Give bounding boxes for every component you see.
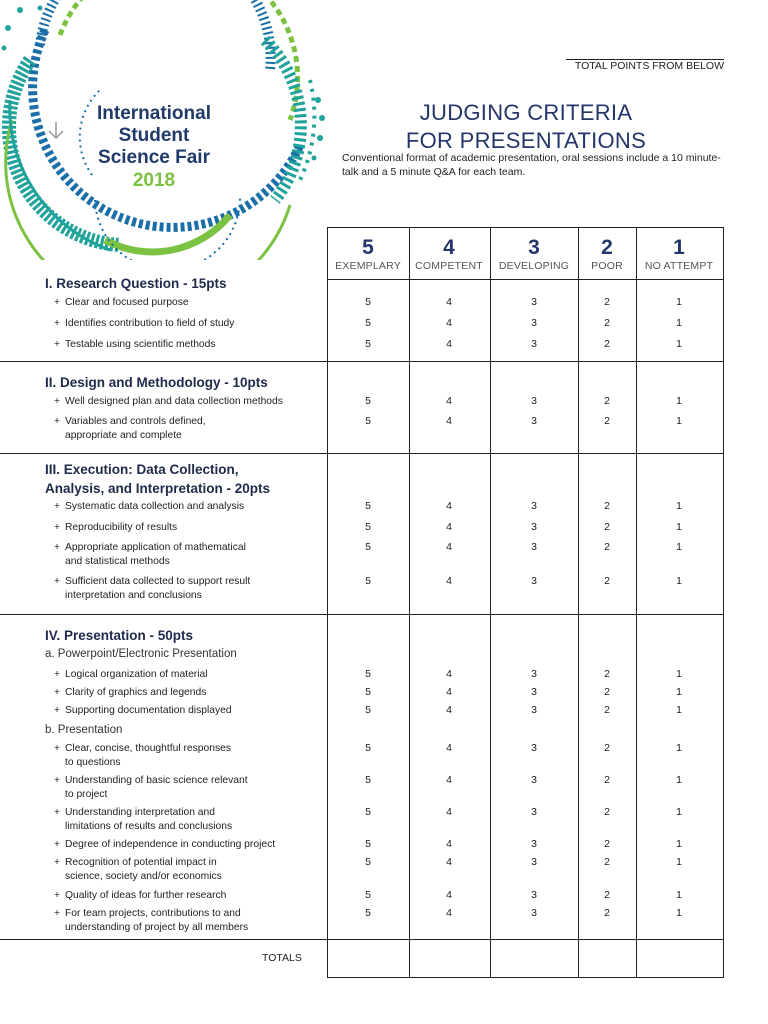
score-cell: 1 [676,889,682,901]
score-cell: 1 [676,296,682,308]
score-cell: 1 [676,317,682,329]
score-cell: 2 [604,338,610,350]
plus-icon: + [54,669,61,680]
criterion-item [54,742,324,770]
score-cell: 5 [365,500,371,512]
total-points-label: TOTAL POINTS FROM BELOW [574,60,724,72]
column-label-exemplary: EXEMPLARY [335,260,401,272]
criterion-item [54,541,324,569]
score-cell: 5 [365,774,371,786]
column-score-4: 4 [443,236,455,259]
score-cell: 5 [365,907,371,919]
score-cell: 2 [604,889,610,901]
score-cell: 3 [531,742,537,754]
criterion-item [54,521,324,535]
column-divider [409,227,410,978]
score-cell: 2 [604,500,610,512]
score-cell: 1 [676,521,682,533]
criterion-text: For team projects, contributions to and understanding of project by all members [65,908,249,933]
score-cell: 3 [531,704,537,716]
criterion-item [54,686,324,700]
plus-icon: + [54,522,61,533]
score-cell: 3 [531,907,537,919]
column-divider [636,227,637,978]
column-label-competent: COMPETENT [415,260,483,272]
score-cell: 3 [531,668,537,680]
logo-title-line3: Science Fair [98,147,210,168]
score-cell: 1 [676,856,682,868]
criterion-text: Appropriate application of mathematical and statistical methods [65,542,246,567]
score-cell: 4 [446,806,452,818]
score-cell: 1 [676,686,682,698]
criterion-text: Systematic data collection and analysis [65,501,245,512]
criterion-item [54,889,324,903]
score-cell: 4 [446,686,452,698]
section-title: III. Execution: Data Collection, Analysis, and Interpretation - 20pts [45,462,271,496]
criterion-text: Testable using scientific methods [65,339,216,350]
score-cell: 4 [446,317,452,329]
score-cell: 4 [446,668,452,680]
score-cell: 2 [604,856,610,868]
score-cell: 5 [365,541,371,553]
plus-icon: + [54,339,61,350]
criterion-item [54,806,324,834]
score-cell: 2 [604,742,610,754]
plus-icon: + [54,890,61,901]
score-cell: 5 [365,338,371,350]
criterion-text: Recognition of potential impact in science, society and/or economics [65,857,222,882]
criterion-text: Identifies contribution to field of study [65,318,235,329]
criterion-item [54,296,324,310]
plus-icon: + [54,839,61,850]
column-divider [490,227,491,978]
subsection-title: b. Presentation [45,724,123,736]
section-title: II. Design and Methodology - 10pts [45,375,268,390]
column-divider [578,227,579,978]
score-cell: 2 [604,704,610,716]
criterion-item [54,415,324,443]
plus-icon: + [54,857,61,868]
score-cell: 3 [531,338,537,350]
score-cell: 2 [604,395,610,407]
score-cell: 2 [604,541,610,553]
score-cell: 5 [365,838,371,850]
plus-icon: + [54,542,61,553]
score-cell: 5 [365,742,371,754]
score-cell: 3 [531,686,537,698]
score-cell: 5 [365,668,371,680]
score-cell: 3 [531,806,537,818]
score-cell: 2 [604,907,610,919]
score-cell: 1 [676,907,682,919]
criterion-item [54,575,324,603]
score-cell: 1 [676,838,682,850]
score-cell: 3 [531,889,537,901]
score-cell: 1 [676,338,682,350]
score-cell: 5 [365,686,371,698]
score-cell: 5 [365,415,371,427]
score-cell: 2 [604,774,610,786]
score-cell: 4 [446,338,452,350]
criterion-text: Clear, concise, thoughtful responses to questions [65,743,231,768]
page-description: Conventional format of academic presentation, oral sessions include a 10 minute-talk and a 5 minute Q&A for each team. [342,152,721,178]
score-cell: 5 [365,317,371,329]
score-cell: 4 [446,907,452,919]
score-cell: 1 [676,668,682,680]
plus-icon: + [54,576,61,587]
criterion-item [54,668,324,682]
score-cell: 5 [365,575,371,587]
score-cell: 4 [446,500,452,512]
column-score-5: 5 [362,236,374,259]
section-divider [0,939,724,940]
criterion-text: Well designed plan and data collection methods [65,396,283,407]
score-cell: 4 [446,541,452,553]
criterion-item [54,774,324,802]
score-cell: 1 [676,704,682,716]
score-cell: 5 [365,296,371,308]
page-title-line1: JUDGING CRITERIA [419,100,633,125]
score-cell: 2 [604,317,610,329]
score-cell: 4 [446,395,452,407]
criterion-item [54,317,324,331]
score-cell: 1 [676,806,682,818]
score-cell: 1 [676,415,682,427]
score-cell: 1 [676,541,682,553]
plus-icon: + [54,416,61,427]
score-cell: 3 [531,317,537,329]
criterion-text: Supporting documentation displayed [65,705,232,716]
score-cell: 1 [676,774,682,786]
criterion-text: Variables and controls defined, appropriate and complete [65,416,206,441]
plus-icon: + [54,501,61,512]
criterion-text: Sufficient data collected to support result interpretation and conclusions [65,576,251,601]
column-label-poor: POOR [591,260,623,272]
criterion-item [54,338,324,352]
criterion-item [54,704,324,718]
score-cell: 3 [531,541,537,553]
section-title: I. Research Question - 15pts [45,276,227,291]
score-cell: 2 [604,296,610,308]
score-cell: 1 [676,395,682,407]
plus-icon: + [54,396,61,407]
plus-icon: + [54,687,61,698]
column-score-3: 3 [528,236,540,259]
score-cell: 4 [446,838,452,850]
score-cell: 1 [676,742,682,754]
score-cell: 4 [446,889,452,901]
criterion-item [54,500,324,514]
score-cell: 5 [365,521,371,533]
plus-icon: + [54,318,61,329]
score-cell: 2 [604,668,610,680]
score-cell: 5 [365,704,371,716]
score-cell: 3 [531,500,537,512]
criterion-item [54,907,324,935]
score-cell: 5 [365,395,371,407]
criterion-text: Logical organization of material [65,669,208,680]
criterion-item [54,838,324,852]
score-cell: 4 [446,415,452,427]
score-cell: 2 [604,575,610,587]
score-cell: 3 [531,415,537,427]
criterion-text: Clear and focused purpose [65,297,189,308]
section-title: IV. Presentation - 50pts [45,628,194,643]
score-cell: 3 [531,296,537,308]
criterion-text: Clarity of graphics and legends [65,687,207,698]
page-title-line2: FOR PRESENTATIONS [405,128,647,153]
score-cell: 3 [531,838,537,850]
score-cell: 5 [365,856,371,868]
score-cell: 5 [365,806,371,818]
totals-label: TOTALS [262,952,302,964]
score-cell: 4 [446,575,452,587]
criterion-text: Degree of independence in conducting project [65,839,276,850]
score-cell: 3 [531,575,537,587]
subsection-title: a. Powerpoint/Electronic Presentation [45,648,237,660]
criterion-item [54,395,324,409]
score-cell: 1 [676,575,682,587]
criterion-item [54,856,324,884]
plus-icon: + [54,908,61,919]
score-cell: 5 [365,889,371,901]
plus-icon: + [54,705,61,716]
score-cell: 4 [446,296,452,308]
column-score-2: 2 [601,236,613,259]
logo-title-line2: Student [118,125,190,146]
section-divider [0,361,724,362]
score-cell: 3 [531,856,537,868]
column-score-1: 1 [673,236,685,259]
score-cell: 4 [446,742,452,754]
column-label-developing: DEVELOPING [498,260,570,272]
score-cell: 2 [604,806,610,818]
score-cell: 1 [676,500,682,512]
criterion-text: Reproducibility of results [65,522,178,533]
section-divider [0,614,724,615]
section-divider [0,453,724,454]
criterion-text: Understanding interpretation and limitations of results and conclusions [65,807,233,832]
score-cell: 3 [531,774,537,786]
logo-year: 2018 [132,170,176,191]
score-cell: 4 [446,704,452,716]
header-divider [327,279,724,280]
score-cell: 4 [446,521,452,533]
criterion-text: Quality of ideas for further research [65,890,227,901]
logo-title-line1: International [96,103,211,124]
score-cell: 2 [604,415,610,427]
column-label-no-attempt: NO ATTEMPT [644,260,714,272]
plus-icon: + [54,775,61,786]
score-cell: 2 [604,521,610,533]
score-cell: 3 [531,395,537,407]
plus-icon: + [54,807,61,818]
score-cell: 3 [531,521,537,533]
plus-icon: + [54,297,61,308]
score-cell: 2 [604,838,610,850]
score-cell: 4 [446,774,452,786]
criterion-text: Understanding of basic science relevant to project [65,775,248,800]
score-cell: 4 [446,856,452,868]
plus-icon: + [54,743,61,754]
score-cell: 2 [604,686,610,698]
